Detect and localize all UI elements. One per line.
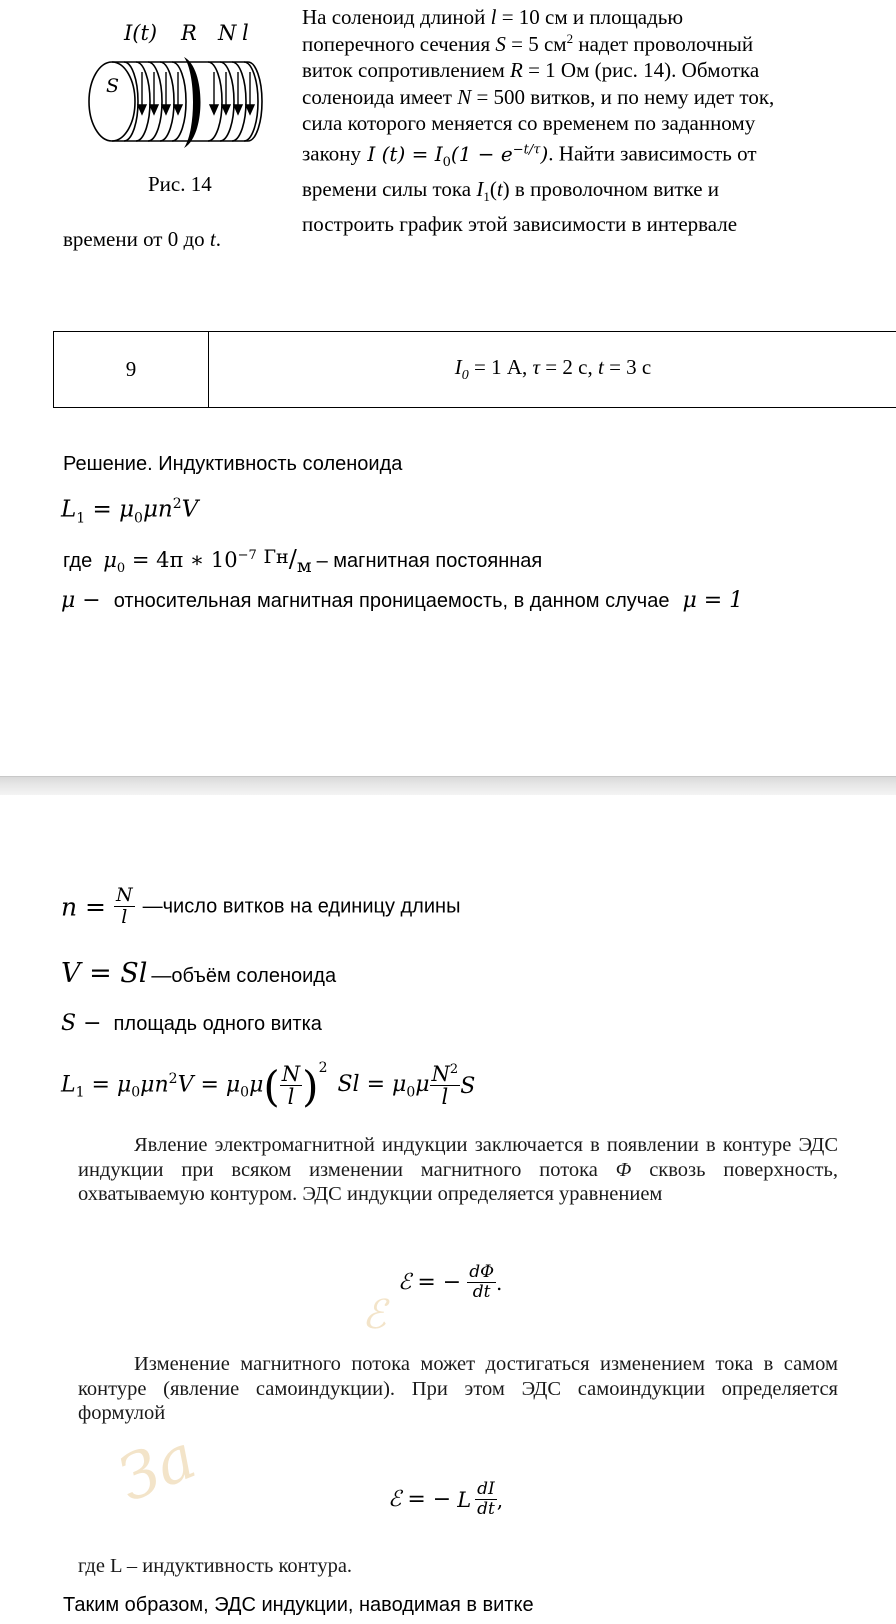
watermark: За xyxy=(108,1419,206,1516)
problem-continuation: времени от 0 до t. xyxy=(63,227,222,251)
mu-symbol: μ − xyxy=(61,588,101,613)
label-current: I(t) xyxy=(124,21,158,45)
label-length: l xyxy=(242,21,249,45)
problem-line: соленоида имеет N = 500 витков, и по нему идет ток, xyxy=(302,84,775,109)
problem-line: виток сопротивлением R = 1 Ом (рис. 14). Обмотка xyxy=(302,58,760,83)
label-resistance: R xyxy=(181,21,197,45)
solenoid-coil xyxy=(89,62,262,141)
induction-text: Явление электромагнитной индукции заключается в появлении в контуре ЭДС индукции при всяком изменении магнитного потока Φ сквозь поверхность, охватываемую контуром. ЭДС индукции определяется уравнением xyxy=(78,1134,838,1205)
self-induction-text: Изменение магнитного потока может достигаться изменением тока в самом контуре (явление самоиндукции). При этом ЭДС самоиндукции определяется формулой xyxy=(78,1353,838,1424)
mu0-description: – магнитная постоянная xyxy=(316,550,543,572)
mu-line xyxy=(61,588,743,613)
expanded-inductance-formula: $L_1 = \mu_0\mu n^2V = \mu_0\mu$ ( $\frac{N}{l}$ ) 2 $Sl = \mu_0\mu$ $\frac{N^2}{l}$ S xyxy=(61,1060,476,1111)
label-turns: N xyxy=(218,21,237,45)
problem-statement xyxy=(302,4,862,238)
v-description: —объём соленоида xyxy=(151,965,337,987)
label-area: S xyxy=(106,75,120,97)
mu-value: μ = 1 xyxy=(682,588,744,613)
variant-params: $I_0 = 1$ А, τ = 2 с, t = 3 с xyxy=(209,332,896,408)
problem-line: поперечного сечения S = 5 $см^2$ надет проволочный xyxy=(302,30,754,56)
s-symbol: S − xyxy=(61,1011,102,1036)
mu-description: относительная магнитная проницаемость, в данном случае xyxy=(113,590,670,612)
solenoid-figure xyxy=(80,10,280,170)
solenoid-diagram xyxy=(80,10,280,170)
v-line: V = Sl —объём соленоида xyxy=(61,958,337,989)
inductance-formula: $L_1 = \mu_0\mu n^2V$ xyxy=(61,496,199,527)
emf-self-formula: ℰ = − L $\frac{dI}{dt}$ , xyxy=(388,1479,504,1519)
watermark-fragment: ℰ xyxy=(362,1292,387,1338)
solution-intro: Решение. Индуктивность соленоида xyxy=(63,453,403,475)
final-line: Таким образом, ЭДС индукции, наводимая в витке xyxy=(63,1594,534,1616)
s-description: площадь одного витка xyxy=(113,1013,322,1035)
emf-flux-formula: ℰ = − $\frac{d\Phi}{dt}$ . xyxy=(398,1262,503,1302)
where-l-line: где L – индуктивность контура. xyxy=(78,1555,353,1577)
n-line: n = $\frac{N}{l}$ —число витков на единицу длины xyxy=(61,884,461,928)
s-line xyxy=(61,1011,322,1036)
problem-line: На соленоид длиной l = 10 см и площадью xyxy=(302,5,684,29)
variant-number: 9 xyxy=(54,332,209,408)
problem-line: закону I $(t) = I_0(1 - e^{-t/\tau})$. Найти зависимость от xyxy=(302,141,757,170)
page-divider xyxy=(0,776,896,795)
problem-line: построить график этой зависимости в интервале xyxy=(302,212,738,236)
problem-line: времени силы тока $I_1(t)$ в проволочном витке и xyxy=(302,177,720,205)
where-prefix: где xyxy=(63,550,93,572)
table-row xyxy=(54,332,896,408)
self-induction-paragraph xyxy=(78,1352,838,1426)
induction-paragraph xyxy=(78,1133,838,1207)
mu0-line: где $\mu_0 = 4\pi$ ∗ $10^{-7}$ Гн/м – магнитная постоянная xyxy=(63,545,543,577)
variant-table xyxy=(53,331,896,408)
problem-line: сила которого меняется со временем по заданному xyxy=(302,111,756,136)
figure-caption: Рис. 14 xyxy=(148,172,212,196)
n-description: —число витков на единицу длины xyxy=(142,895,461,918)
